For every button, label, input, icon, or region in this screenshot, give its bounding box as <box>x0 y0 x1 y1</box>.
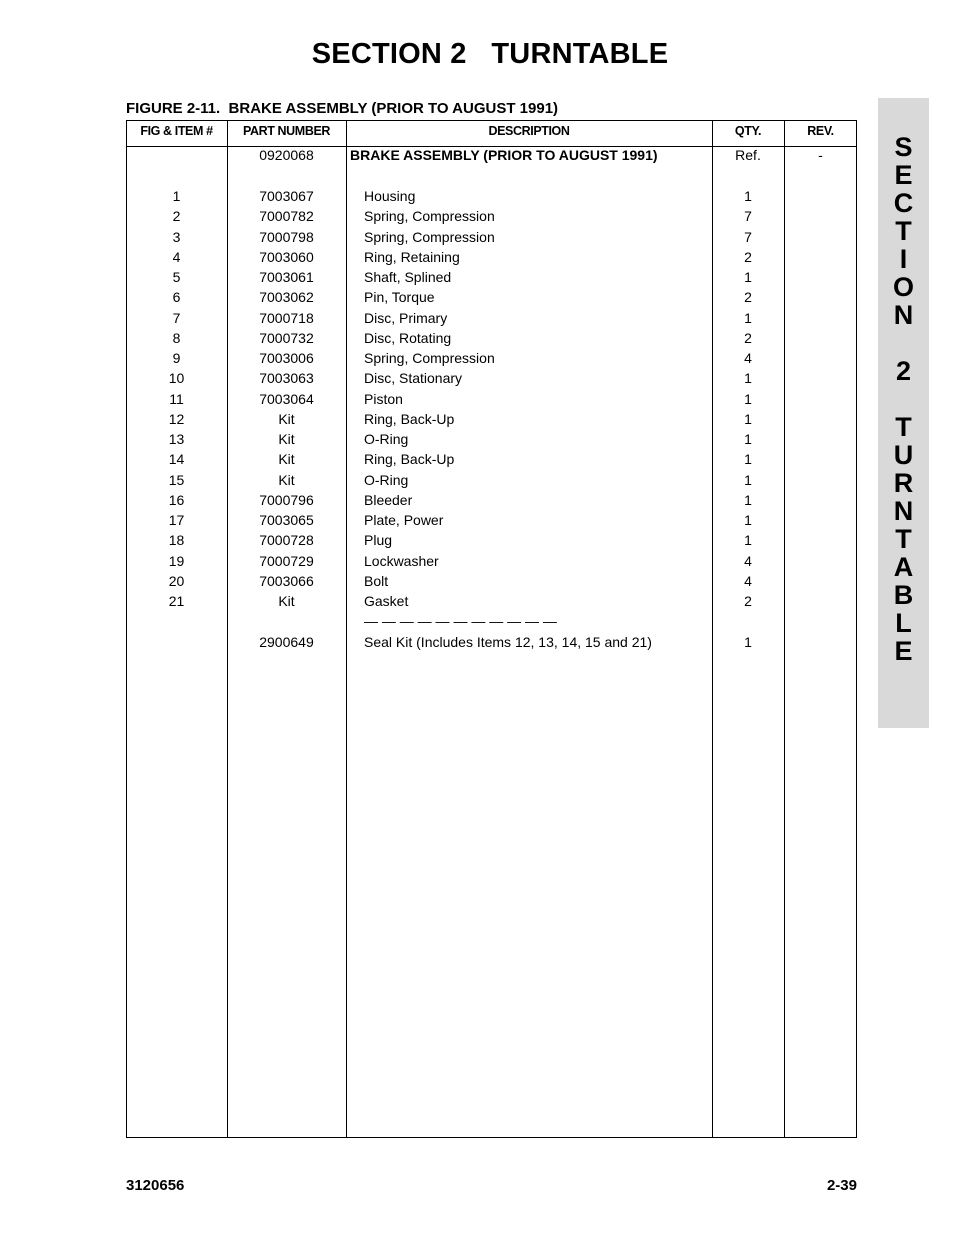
quantity-cell: 1 <box>744 269 752 285</box>
item-number-cell: 16 <box>168 491 185 508</box>
side-tab-letter: E <box>894 160 913 190</box>
table-row <box>0 186 954 206</box>
table-row <box>0 591 954 611</box>
description-cell: Piston <box>364 390 403 407</box>
part-number-cell: Kit <box>278 410 295 427</box>
header-description: DESCRIPTION <box>488 124 570 138</box>
item-number-cell: 10 <box>168 370 185 387</box>
side-tab-letter: T <box>895 412 912 442</box>
item-number-cell: 8 <box>172 329 181 346</box>
item-number-cell: 18 <box>168 532 185 549</box>
part-number-cell: Kit <box>278 471 295 488</box>
item-number-cell: 6 <box>172 289 181 306</box>
quantity-cell: 1 <box>744 410 752 427</box>
description-cell: Spring, Compression <box>364 350 495 366</box>
description-cell: — — — — — — — — — — — <box>364 613 557 630</box>
figure-caption: FIGURE 2-11. BRAKE ASSEMBLY (PRIOR TO AUGUST 1991) <box>126 100 559 117</box>
side-tab-letter <box>878 385 929 413</box>
description-cell: Pin, Torque <box>364 289 435 306</box>
part-number-cell: Kit <box>278 593 295 609</box>
page-number: 2-39 <box>826 1177 857 1194</box>
item-number-cell: 3 <box>172 228 181 245</box>
description-cell: Housing <box>364 188 416 204</box>
table-row <box>0 510 954 530</box>
table-row <box>0 611 954 631</box>
quantity-cell: 1 <box>744 451 752 468</box>
part-number-cell: 7000782 <box>259 208 314 225</box>
part-number-cell: 7000796 <box>259 491 314 508</box>
table-row <box>0 267 954 287</box>
part-number-cell: Kit <box>278 451 295 468</box>
quantity-cell: 1 <box>744 471 752 488</box>
part-number-cell: 7003062 <box>259 289 314 306</box>
side-tab-letter: T <box>895 216 912 246</box>
table-row <box>0 287 954 307</box>
quantity-cell: 4 <box>744 350 752 366</box>
table-row <box>0 490 954 510</box>
description-cell: Ring, Back-Up <box>364 410 455 427</box>
description-cell: O-Ring <box>364 471 409 488</box>
table-row <box>0 632 954 652</box>
page-title: SECTION 2 TURNTABLE <box>311 38 669 70</box>
quantity-cell: Ref. <box>735 147 761 163</box>
description-cell: O-Ring <box>364 431 409 447</box>
item-number-cell: 9 <box>172 350 181 366</box>
part-number-cell: 0920068 <box>259 147 314 163</box>
description-cell: Spring, Compression <box>364 208 495 225</box>
item-number-cell: 14 <box>168 451 185 468</box>
table-row <box>0 328 954 348</box>
quantity-cell: 1 <box>744 491 752 508</box>
section-side-tab-label <box>878 133 929 665</box>
table-row <box>0 247 954 267</box>
quantity-cell: 1 <box>744 370 752 387</box>
description-cell: Shaft, Splined <box>364 269 452 285</box>
item-number-cell: 4 <box>172 248 181 265</box>
quantity-cell: 4 <box>744 572 752 589</box>
side-tab-letter <box>878 329 929 357</box>
header-fig-item: FIG & ITEM # <box>140 124 213 138</box>
table-row <box>0 429 954 449</box>
description-cell: BRAKE ASSEMBLY (PRIOR TO AUGUST 1991) <box>350 147 658 163</box>
part-number-cell: Kit <box>278 431 295 447</box>
side-tab-letter: B <box>893 580 914 610</box>
header-qty: QTY. <box>734 124 762 138</box>
side-tab-letter: R <box>893 468 914 498</box>
table-row <box>0 470 954 490</box>
part-number-cell: 7003060 <box>259 248 314 265</box>
part-number-cell: 7000798 <box>259 228 314 245</box>
item-number-cell: 1 <box>172 188 181 204</box>
table-row <box>0 348 954 368</box>
quantity-cell: 2 <box>744 593 752 609</box>
part-number-cell: 7003063 <box>259 370 314 387</box>
table-row <box>0 145 954 165</box>
item-number-cell: 2 <box>172 208 181 225</box>
part-number-cell: 7000729 <box>259 552 314 569</box>
side-tab-letter: L <box>895 608 912 638</box>
side-tab-letter: N <box>893 496 914 526</box>
side-tab-letter: I <box>899 244 908 274</box>
description-cell: Ring, Retaining <box>364 248 460 265</box>
side-tab-letter: T <box>895 524 912 554</box>
item-number-cell: 15 <box>168 471 185 488</box>
item-number-cell: 7 <box>172 309 181 326</box>
quantity-cell: 2 <box>744 289 752 306</box>
side-tab-letter: U <box>893 440 914 470</box>
table-row <box>0 206 954 226</box>
table-row <box>0 368 954 388</box>
part-number-cell: 7000718 <box>259 309 314 326</box>
part-number-cell: 7000732 <box>259 329 314 346</box>
side-tab-letter: C <box>893 188 914 218</box>
table-row <box>0 308 954 328</box>
header-rev: REV. <box>807 124 834 138</box>
description-cell: Disc, Primary <box>364 309 448 326</box>
item-number-cell: 12 <box>168 410 185 427</box>
table-row <box>0 571 954 591</box>
table-row <box>0 530 954 550</box>
table-row <box>0 551 954 571</box>
quantity-cell: 1 <box>744 512 752 528</box>
table-row <box>0 409 954 429</box>
quantity-cell: 1 <box>744 532 752 549</box>
quantity-cell: 7 <box>744 228 752 245</box>
part-number-cell: 7003061 <box>259 269 314 285</box>
description-cell: Bolt <box>364 572 389 589</box>
description-cell: Seal Kit (Includes Items 12, 13, 14, 15 and 21) <box>364 633 652 650</box>
part-number-cell: 7003064 <box>259 390 314 407</box>
part-number-cell: 7003066 <box>259 572 314 589</box>
table-row <box>0 389 954 409</box>
part-number-cell: 2900649 <box>259 633 314 650</box>
table-row <box>0 449 954 469</box>
item-number-cell: 19 <box>168 552 185 569</box>
quantity-cell: 2 <box>744 329 752 346</box>
revision-cell: - <box>818 147 823 163</box>
header-part-number: PART NUMBER <box>242 124 331 138</box>
side-tab-letter: A <box>893 552 914 582</box>
quantity-cell: 4 <box>744 552 752 569</box>
description-cell: Plug <box>364 532 393 549</box>
side-tab-letter: E <box>894 636 913 666</box>
quantity-cell: 1 <box>744 633 752 650</box>
side-tab-letter: S <box>894 132 913 162</box>
quantity-cell: 1 <box>744 390 752 407</box>
side-tab-letter: O <box>892 272 914 302</box>
quantity-cell: 1 <box>744 309 752 326</box>
description-cell: Lockwasher <box>364 552 439 569</box>
description-cell: Ring, Back-Up <box>364 451 455 468</box>
item-number-cell: 5 <box>172 269 181 285</box>
item-number-cell: 20 <box>168 572 185 589</box>
quantity-cell: 7 <box>744 208 752 225</box>
description-cell: Gasket <box>364 593 409 609</box>
quantity-cell: 1 <box>744 431 752 447</box>
quantity-cell: 2 <box>744 248 752 265</box>
side-tab-letter: 2 <box>895 356 912 386</box>
side-tab-letter: N <box>893 300 914 330</box>
item-number-cell: 21 <box>168 593 185 609</box>
description-cell: Disc, Stationary <box>364 370 463 387</box>
item-number-cell: 17 <box>168 512 185 528</box>
description-cell: Disc, Rotating <box>364 329 452 346</box>
description-cell: Spring, Compression <box>364 228 495 245</box>
document-number: 3120656 <box>126 1177 185 1194</box>
quantity-cell: 1 <box>744 188 752 204</box>
part-number-cell: 7000728 <box>259 532 314 549</box>
description-cell: Bleeder <box>364 491 413 508</box>
description-cell: Plate, Power <box>364 512 444 528</box>
part-number-cell: 7003065 <box>259 512 314 528</box>
table-row <box>0 227 954 247</box>
part-number-cell: 7003067 <box>259 188 314 204</box>
part-number-cell: 7003006 <box>259 350 314 366</box>
item-number-cell: 11 <box>169 390 184 407</box>
item-number-cell: 13 <box>168 431 185 447</box>
